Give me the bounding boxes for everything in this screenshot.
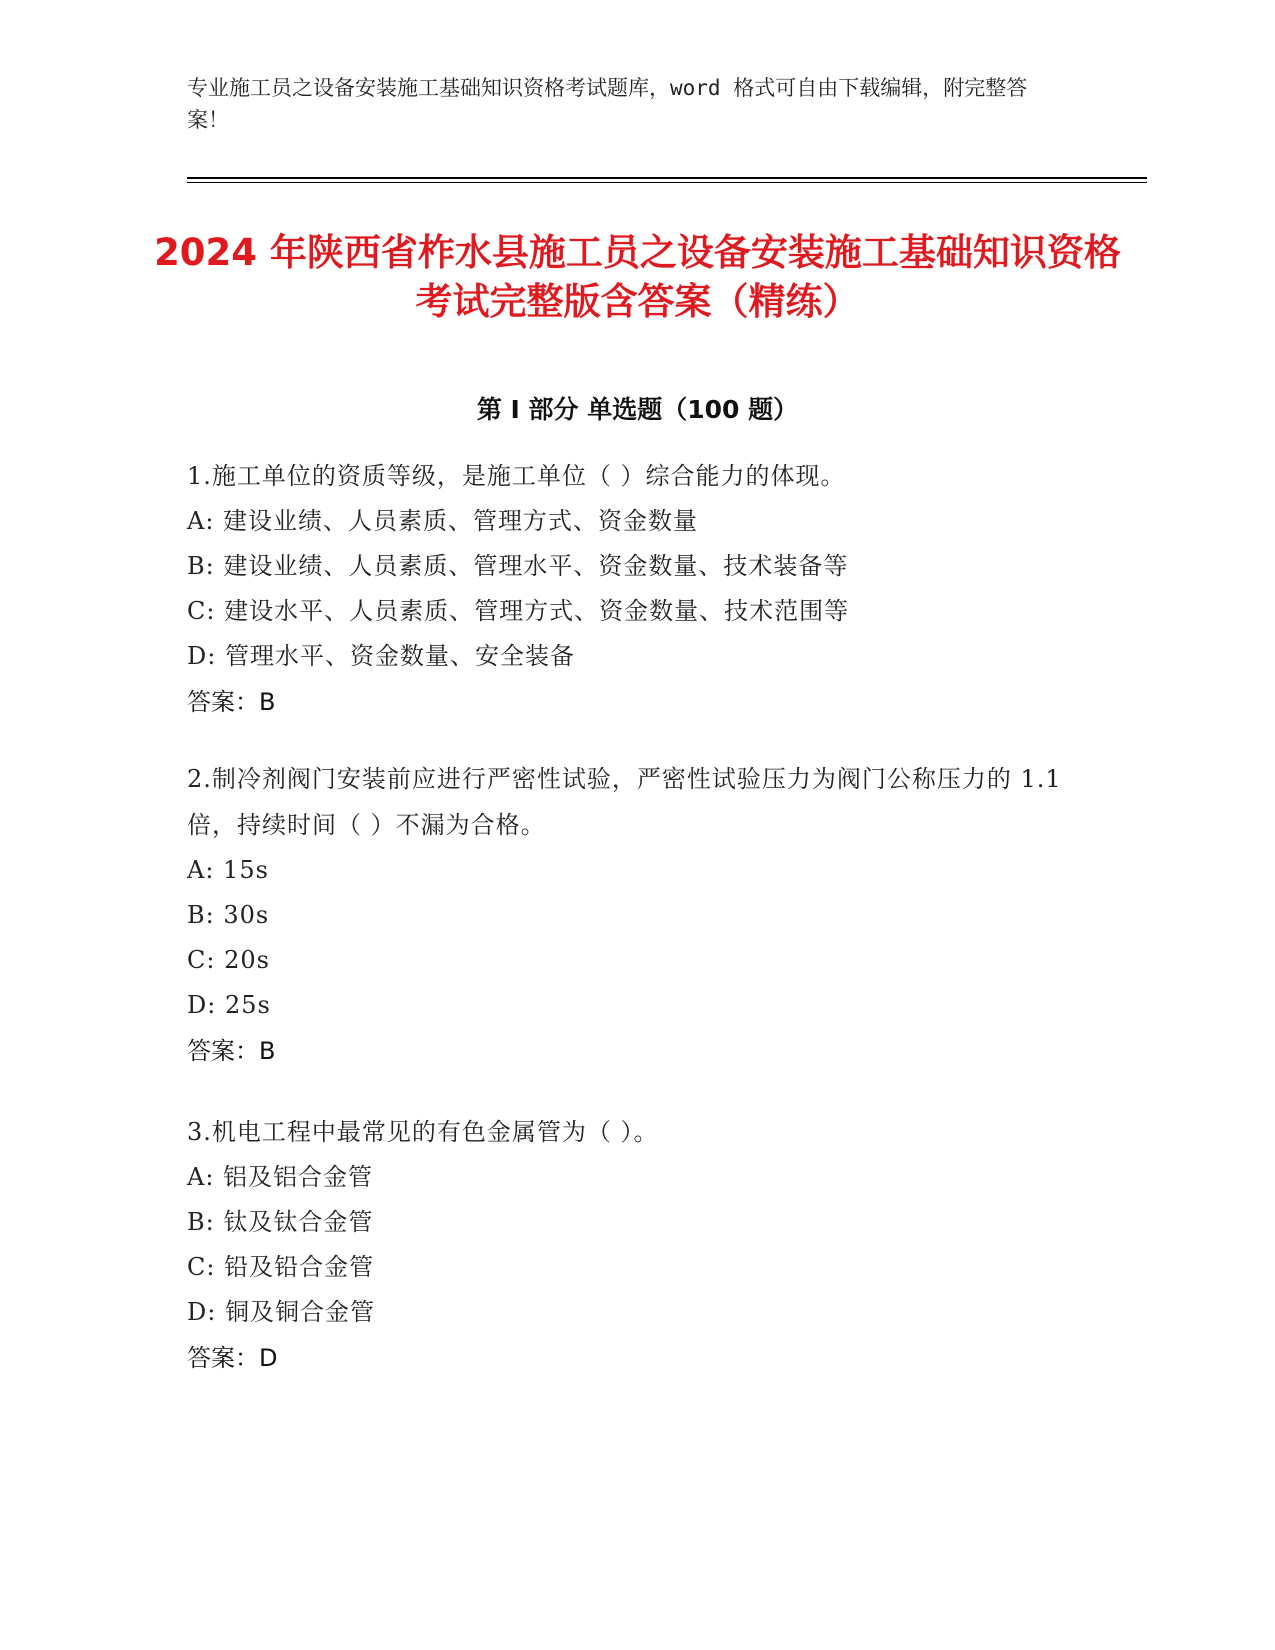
option-a: A: 建设业绩、人员素质、管理方式、资金数量 — [187, 507, 699, 535]
answer: 答案：B — [187, 688, 276, 716]
option-a: A: 15s — [187, 856, 269, 884]
section-title: 第 I 部分 单选题（100 题） — [476, 395, 799, 424]
option-d: D: 管理水平、资金数量、安全装备 — [187, 642, 575, 670]
question-stem: 1.施工单位的资质等级，是施工单位（ ）综合能力的体现。 — [187, 462, 846, 490]
option-d: D: 铜及铜合金管 — [187, 1298, 375, 1326]
header-divider-thin — [187, 182, 1147, 183]
option-c: C: 建设水平、人员素质、管理方式、资金数量、技术范围等 — [187, 597, 850, 625]
option-b: B: 建设业绩、人员素质、管理水平、资金数量、技术装备等 — [187, 552, 849, 580]
question-1 — [187, 453, 1067, 725]
answer: 答案：D — [187, 1344, 278, 1372]
question-2 — [187, 756, 1067, 1074]
question-stem: 3.机电工程中最常见的有色金属管为（ ）。 — [187, 1118, 659, 1146]
option-b: B: 30s — [187, 901, 270, 929]
header-divider-thick — [187, 177, 1147, 179]
header-note: 专业施工员之设备安装施工基础知识资格考试题库，word 格式可自由下载编辑，附完整答案！ — [187, 76, 1028, 132]
option-a: A: 铝及铝合金管 — [187, 1163, 374, 1191]
document-title: 2024 年陕西省柞水县施工员之设备安装施工基础知识资格考试完整版含答案（精练） — [154, 231, 1121, 323]
option-d: D: 25s — [187, 991, 271, 1019]
option-b: B: 钛及钛合金管 — [187, 1208, 374, 1236]
question-3 — [187, 1109, 1067, 1381]
question-stem: 2.制冷剂阀门安装前应进行严密性试验，严密性试验压力为阀门公称压力的 1.1 倍，持续时间（ ）不漏为合格。 — [187, 765, 1062, 839]
option-c: C: 铅及铅合金管 — [187, 1253, 375, 1281]
option-c: C: 20s — [187, 946, 270, 974]
answer: 答案：B — [187, 1037, 276, 1065]
